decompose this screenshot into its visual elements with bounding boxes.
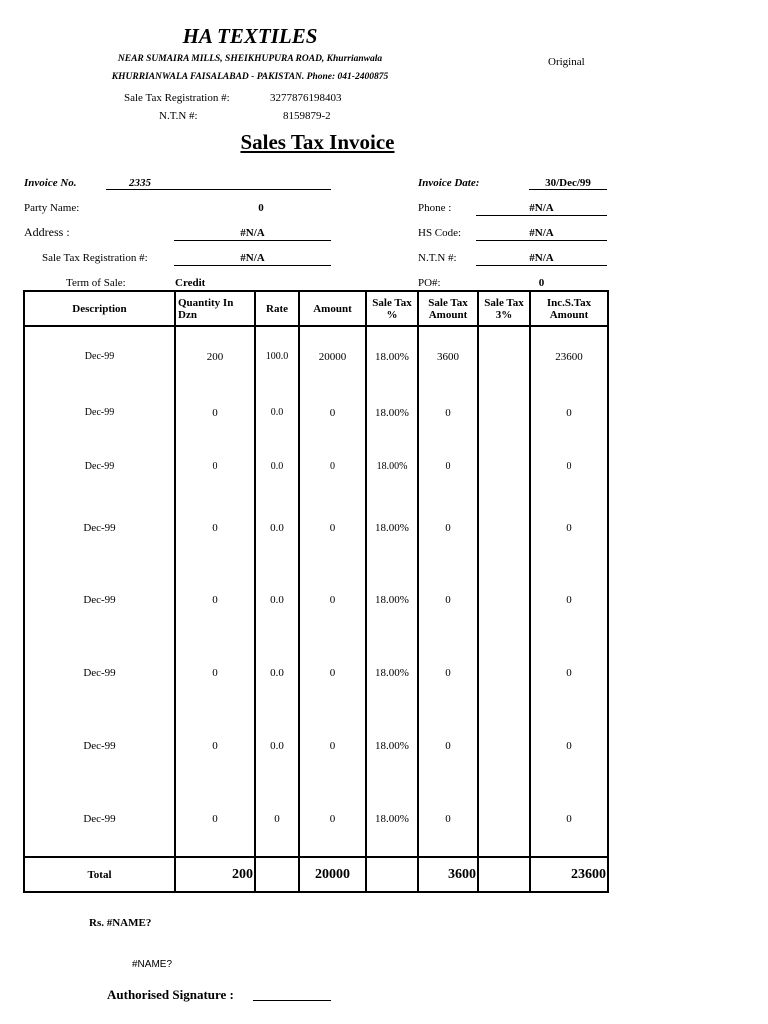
phone-value: #N/A (529, 202, 554, 214)
term-of-sale-label: Term of Sale: (66, 277, 126, 289)
cell-sale-tax-pct: 18.00% (366, 493, 418, 563)
cell-amount: 0 (299, 782, 366, 857)
cell-sale-tax-amount: 0 (418, 493, 478, 563)
table-row (24, 563, 608, 637)
cell-rate: 0.0 (255, 386, 299, 439)
invoice-date-underline (529, 189, 607, 190)
term-of-sale-value: Credit (175, 277, 206, 289)
cell-quantity: 0 (175, 709, 255, 782)
cell-sale-tax-3pct (478, 493, 530, 563)
cell-sale-tax-pct: 18.00% (366, 782, 418, 857)
table-header-row (24, 291, 608, 326)
table-row (24, 637, 608, 709)
hs-code-label: HS Code: (418, 227, 462, 239)
hs-code-underline (476, 240, 607, 241)
company-str-label: Sale Tax Registration #: (124, 92, 230, 104)
cell-amount: 0 (299, 493, 366, 563)
cell-sale-tax-amount: 0 (418, 782, 478, 857)
total-sale-tax-amount: 3600 (418, 857, 478, 892)
po-label: PO#: (418, 277, 441, 289)
signature-line (253, 1000, 331, 1001)
total-label: Total (24, 857, 175, 892)
company-address-line1: NEAR SUMAIRA MILLS, SHEIKHUPURA ROAD, Khurrianwala (117, 54, 383, 64)
cell-sale-tax-3pct (478, 439, 530, 493)
cell-description: Dec-99 (24, 709, 175, 782)
cell-description: Dec-99 (24, 493, 175, 563)
cell-rate: 0.0 (255, 439, 299, 493)
total-quantity: 200 (175, 857, 255, 892)
header-rate: Rate (255, 291, 299, 326)
header-sale-tax-pct: Sale Tax % (366, 291, 418, 326)
cell-sale-tax-amount: 0 (418, 637, 478, 709)
party-str-underline (174, 265, 331, 266)
invoice-no-underline (106, 189, 331, 190)
address-value: #N/A (240, 227, 265, 239)
cell-description: Dec-99 (24, 563, 175, 637)
cell-inc-tax-amount: 23600 (530, 326, 608, 386)
cell-sale-tax-pct: 18.00% (366, 563, 418, 637)
items-table (23, 290, 609, 893)
amount-in-words-secondary: #NAME? (132, 959, 173, 970)
cell-sale-tax-3pct (478, 782, 530, 857)
invoice-date-value: 30/Dec/99 (545, 177, 591, 189)
header-quantity: Quantity In Dzn (175, 291, 255, 326)
cell-inc-tax-amount: 0 (530, 439, 608, 493)
address-label: Address : (24, 225, 70, 239)
header-inc-tax-amount: Inc.S.Tax Amount (530, 291, 608, 326)
cell-rate: 0.0 (255, 637, 299, 709)
cell-sale-tax-amount: 0 (418, 386, 478, 439)
party-str-value: #N/A (240, 252, 265, 264)
header-description: Description (24, 291, 175, 326)
amount-in-words: Rs. #NAME? (89, 917, 152, 929)
table-row (24, 326, 608, 386)
cell-sale-tax-3pct (478, 326, 530, 386)
cell-inc-tax-amount: 0 (530, 637, 608, 709)
cell-sale-tax-3pct (478, 386, 530, 439)
party-ntn-value: #N/A (529, 252, 554, 264)
total-amount: 20000 (299, 857, 366, 892)
cell-amount: 0 (299, 637, 366, 709)
company-ntn-value: 8159879-2 (283, 110, 331, 122)
cell-quantity: 200 (175, 326, 255, 386)
company-ntn-label: N.T.N #: (159, 110, 198, 122)
cell-quantity: 0 (175, 386, 255, 439)
cell-description: Dec-99 (24, 326, 175, 386)
table-row (24, 386, 608, 439)
table-row (24, 709, 608, 782)
total-rate (255, 857, 299, 892)
table-row (24, 782, 608, 857)
total-inc-tax-amount: 23600 (530, 857, 608, 892)
cell-quantity: 0 (175, 637, 255, 709)
phone-label: Phone : (418, 202, 452, 214)
cell-sale-tax-3pct (478, 563, 530, 637)
cell-inc-tax-amount: 0 (530, 386, 608, 439)
cell-description: Dec-99 (24, 637, 175, 709)
cell-amount: 0 (299, 386, 366, 439)
cell-sale-tax-3pct (478, 709, 530, 782)
cell-quantity: 0 (175, 439, 255, 493)
cell-rate: 0.0 (255, 493, 299, 563)
party-name-label: Party Name: (24, 202, 80, 214)
po-value: 0 (538, 277, 545, 289)
cell-sale-tax-3pct (478, 637, 530, 709)
cell-quantity: 0 (175, 493, 255, 563)
cell-description: Dec-99 (24, 386, 175, 439)
party-str-label: Sale Tax Registration #: (42, 252, 148, 264)
invoice-no-label: Invoice No. (24, 177, 77, 189)
total-sale-tax-pct (366, 857, 418, 892)
cell-sale-tax-amount: 3600 (418, 326, 478, 386)
company-address-line2: KHURRIANWALA FAISALABAD - PAKISTAN. Phone: 041-2400875 (111, 72, 389, 82)
cell-inc-tax-amount: 0 (530, 493, 608, 563)
cell-sale-tax-pct: 18.00% (366, 326, 418, 386)
cell-amount: 0 (299, 709, 366, 782)
table-row (24, 493, 608, 563)
copy-label: Original (548, 56, 585, 68)
invoice-title: Sales Tax Invoice (240, 130, 395, 154)
cell-sale-tax-amount: 0 (418, 563, 478, 637)
cell-rate: 0 (255, 782, 299, 857)
total-sale-tax-3pct (478, 857, 530, 892)
cell-quantity: 0 (175, 563, 255, 637)
cell-sale-tax-pct: 18.00% (366, 709, 418, 782)
cell-inc-tax-amount: 0 (530, 709, 608, 782)
cell-amount: 0 (299, 563, 366, 637)
cell-description: Dec-99 (24, 439, 175, 493)
party-ntn-underline (476, 265, 607, 266)
signature-label: Authorised Signature : (107, 987, 234, 1002)
company-name: HA TEXTILES (182, 24, 318, 48)
cell-sale-tax-pct: 18.00% (366, 386, 418, 439)
invoice-no-value: 2335 (129, 177, 151, 189)
table-row (24, 439, 608, 493)
cell-sale-tax-pct: 18.00% (366, 637, 418, 709)
total-row (24, 857, 608, 892)
cell-inc-tax-amount: 0 (530, 782, 608, 857)
header-sale-tax-3pct: Sale Tax 3% (478, 291, 530, 326)
cell-sale-tax-amount: 0 (418, 439, 478, 493)
cell-amount: 0 (299, 439, 366, 493)
party-name-value: 0 (258, 202, 264, 214)
cell-sale-tax-amount: 0 (418, 709, 478, 782)
cell-rate: 0.0 (255, 709, 299, 782)
cell-amount: 20000 (299, 326, 366, 386)
cell-quantity: 0 (175, 782, 255, 857)
header-sale-tax-amount: Sale Tax Amount (418, 291, 478, 326)
hs-code-value: #N/A (529, 227, 554, 239)
cell-description: Dec-99 (24, 782, 175, 857)
cell-rate: 100.0 (255, 326, 299, 386)
company-str-value: 3277876198403 (270, 92, 342, 104)
phone-underline (476, 215, 607, 216)
party-ntn-label: N.T.N #: (418, 252, 457, 264)
address-underline (174, 240, 331, 241)
cell-inc-tax-amount: 0 (530, 563, 608, 637)
invoice-date-label: Invoice Date: (418, 177, 480, 189)
header-amount: Amount (299, 291, 366, 326)
cell-sale-tax-pct: 18.00% (366, 439, 418, 493)
cell-rate: 0.0 (255, 563, 299, 637)
